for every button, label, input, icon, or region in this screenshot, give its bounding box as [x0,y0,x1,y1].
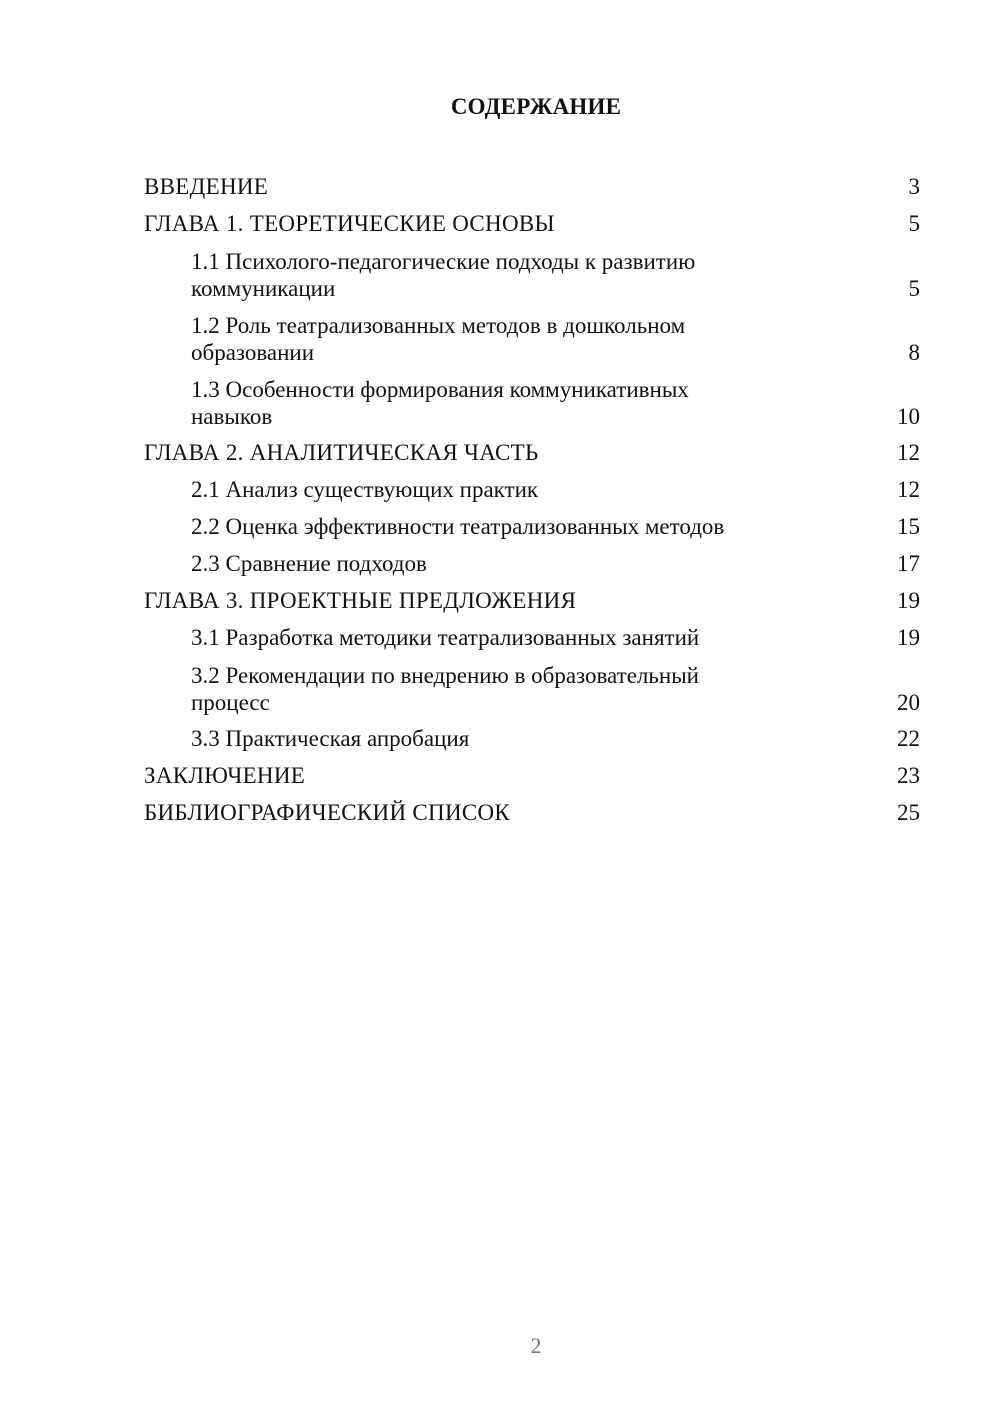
toc-entry-text: ВВЕДЕНИЕ [144,174,269,199]
toc-entry-bibliography[interactable] [144,794,920,831]
toc-entry-text: ГЛАВА 2. АНАЛИТИЧЕСКАЯ ЧАСТЬ [144,440,539,465]
toc-entry-page: 23 [897,763,920,788]
toc-entry-section-2-3[interactable] [144,545,920,582]
toc-entry-text: 2.3 Сравнение подходов [191,551,427,576]
toc-entry-page: 12 [897,440,920,465]
toc-entry-page: 20 [897,690,920,715]
toc-entry-page: 19 [897,625,920,650]
toc-entry-page: 19 [897,588,920,613]
toc-entry-page: 17 [897,551,920,576]
toc-entry-page: 12 [897,477,920,502]
toc-entry-conclusion[interactable] [144,757,920,794]
toc-entry-text: 1.2 Роль театрализованных методов в дошкольном образовании [191,313,686,365]
toc-entry-chapter-3[interactable] [144,582,920,619]
toc-entry-section-1-1[interactable] [144,242,920,306]
toc-entry-page: 8 [908,340,920,365]
toc-entry-section-1-3[interactable] [144,370,920,434]
toc-entry-text: ЗАКЛЮЧЕНИЕ [144,763,306,788]
toc-entry-section-3-3[interactable] [144,720,920,757]
toc-entry-section-3-2[interactable] [144,656,920,720]
page-title: СОДЕРЖАНИЕ [450,94,622,119]
toc-entry-page: 22 [897,726,920,751]
toc-entry-text: 3.1 Разработка методики театрализованных занятий [191,625,700,650]
toc-entry-section-1-2[interactable] [144,306,920,370]
toc-entry-text: 3.3 Практическая апробация [191,726,470,751]
toc-entry-page: 5 [908,211,920,236]
toc-entry-section-3-1[interactable] [144,619,920,656]
toc-entry-text: 2.1 Анализ существующих практик [191,477,539,502]
table-of-contents [144,168,920,831]
toc-entry-section-2-2[interactable] [144,508,920,545]
toc-entry-text: 1.3 Особенности формирования коммуникативных навыков [191,377,689,429]
toc-entry-page: 5 [908,276,920,301]
toc-entry-text: 2.2 Оценка эффективности театрализованных методов [191,514,725,539]
toc-entry-introduction[interactable] [144,168,920,205]
page-number: 2 [530,1333,542,1358]
toc-entry-text: 1.1 Психолого-педагогические подходы к развитию коммуникации [191,249,696,301]
toc-entry-page: 15 [897,514,920,539]
toc-entry-page: 3 [908,174,920,199]
toc-entry-text: 3.2 Рекомендации по внедрению в образовательный процесс [191,663,699,715]
toc-entry-page: 10 [897,404,920,429]
toc-entry-text: ГЛАВА 1. ТЕОРЕТИЧЕСКИЕ ОСНОВЫ [144,211,555,236]
toc-entry-page: 25 [897,800,920,825]
toc-entry-text: БИБЛИОГРАФИЧЕСКИЙ СПИСОК [144,800,511,825]
toc-entry-text: ГЛАВА 3. ПРОЕКТНЫЕ ПРЕДЛОЖЕНИЯ [144,588,577,613]
toc-entry-section-2-1[interactable] [144,471,920,508]
toc-entry-chapter-2[interactable] [144,434,920,471]
toc-entry-chapter-1[interactable] [144,205,920,242]
